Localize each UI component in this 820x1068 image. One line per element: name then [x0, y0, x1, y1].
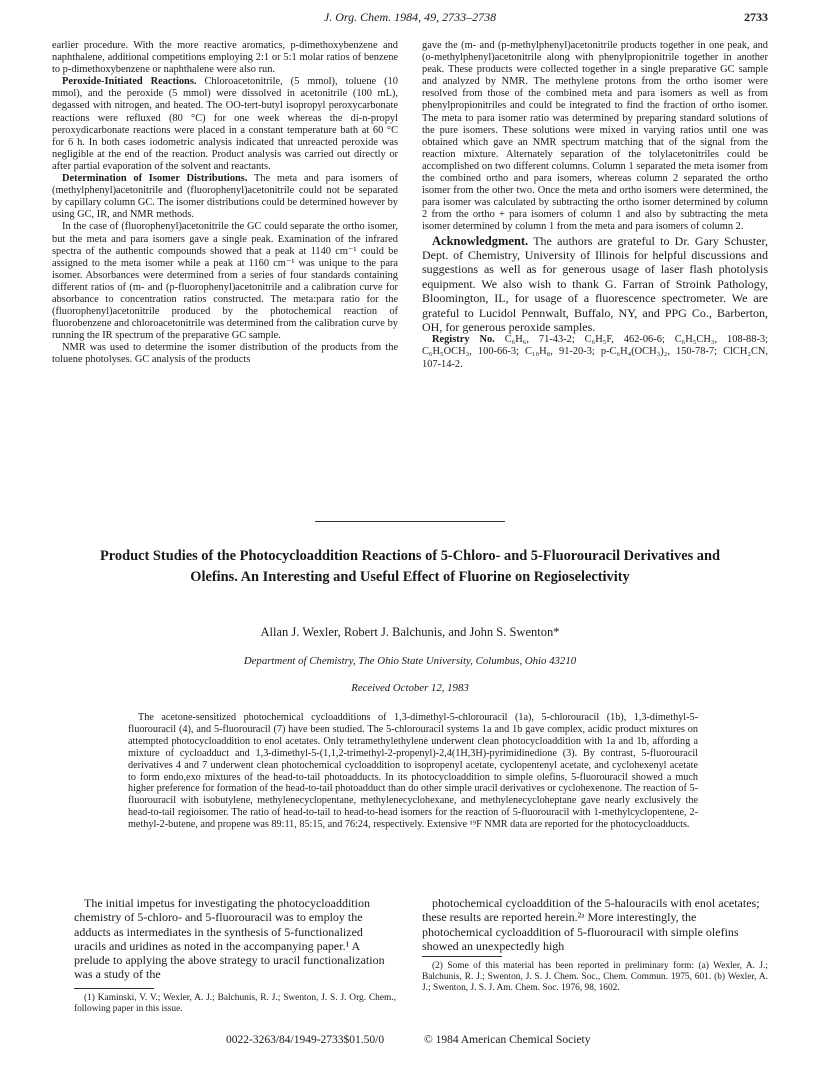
section-divider [315, 521, 505, 522]
issn-code: 0022-3263/84/1949-2733$01.50/0 [226, 1034, 385, 1046]
peroxide-text: Chloroacetonitrile, (5 mmol), toluene (10 mmol), and the peroxide (5 mmol) were dissolved in acetonitrile (100 mL), degassed with nitrogen, and heated. The OO-tert-butyl isopropyl peroxycarbonate reactions were refluxed (80 °C) for one week whereas the di-n-propyl peroxydicarbonate reactions were placed in a constant temperature bath at 60 °C for 6 h. In both cases iodometric analysis indicated that unreacted peroxide was negligible at the end of the reaction. Product analysis was carried out directly or after partial evaporation of the solvent and reactants. [52, 76, 398, 172]
registry-text: C₆H₆, 71-43-2; C₆H₅F, 462-06-6; C₆H₅CH₃, 108-88-3; C₆H₅OCH₃, 100-66-3; C₁₀H₈, 91-20-3; p-C₆H₄(OCH₃)₂, 150-78-7; ClCH₂CN, 107-14-2. [422, 334, 768, 370]
article-title: Product Studies of the Photocycloaddition Reactions of 5-Chloro- and 5-Fluorouracil Derivatives and Olefins. An Interesting and Useful Effect of Fluorine on Regioselectivity [100, 548, 720, 585]
isomer-text: The meta and para isomers of (methylphenyl)acetonitrile and (fluorophenyl)acetonitrile could not be separated by capillary column GC. The isomer distributions could be determined however by using GC, IR, and NMR methods. [52, 173, 398, 221]
peroxide-heading: Peroxide-Initiated Reactions. [62, 76, 197, 88]
journal-citation: J. Org. Chem. 1984, 49, 2733–2738 [323, 10, 497, 24]
registry-heading: Registry No. [432, 334, 495, 346]
acknowledgment-heading: Acknowledgment. [432, 233, 529, 248]
isomer-paragraph [52, 173, 398, 221]
article-authors: Allan J. Wexler, Robert J. Balchunis, and John S. Swenton* [260, 625, 560, 639]
footnote-2: (2) Some of this material has been reported in preliminary form: (a) Wexler, A. J.; Balchunis, R. J.; Swenton, J. S. J. Chem. Soc., Chem. Commun. 1975, 601. (b) Wexler, A. J.; Swenton, J. S. J. Am. Chem. Soc. 1976, 98, 1602. [422, 961, 768, 994]
footnote-rule-left [74, 988, 154, 989]
registry-numbers [422, 334, 768, 370]
intro-left: The initial impetus for investigating the photocycloaddition chemistry of 5-chloro- and 5-fluorouracil was to employ the adducts as intermediates in the synthesis of 5-functionalized uracils and uridines as noted in the accompanying paper.¹ A prelude to applying the above strategy to uracil functionalization was a study of the [74, 896, 385, 982]
received-date: Received October 12, 1983 [351, 682, 469, 694]
page-header [52, 10, 768, 30]
right-column [422, 40, 768, 371]
author-affiliation: Department of Chemistry, The Ohio State University, Columbus, Ohio 43210 [243, 655, 577, 667]
isomer-heading: Determination of Isomer Distributions. [62, 173, 248, 185]
page-number: 2733 [744, 10, 768, 24]
left-paragraph-1: earlier procedure. With the more reactive aromatics, p-dimethoxybenzene and naphthalene, additional competitions employing 2:1 or 5:1 molar ratios of benzene to p-dimethoxybenzene or naphthalene were also run. [52, 40, 398, 76]
abstract: The acetone-sensitized photochemical cycloadditions of 1,3-dimethyl-5-chlorouracil (1a), 5-chlorouracil (1b), 1,3-dimethyl-5-fluorouracil (4), and 5-fluorouracil (7) have been studied. The 5-chlorouracil systems 1a and 1b gave complex, acidic product mixtures on attempted photocycloaddition to enol acetates. Only tetramethylethylene underwent clean photocycloaddition with 1a and 1b, affording a mixture of cycloadduct and 1,3-dimethyl-5-(1,1,2-trimethyl-2-propenyl)-2,4(1H,3H)-pyrimidinedione (3). By contrast, 5-fluorouracil derivatives 4 and 7 underwent clean photochemical cycloaddition to isopropenyl acetate, cyclopentenyl acetate, and cyclohexenyl acetate to form endo,exo mixtures of the head-to-tail photoadducts. In its photocycloaddition to simple olefins, 5-fluorouracil showed a much higher preference for formation of the head-to-tail photoadduct than do other simple uracil derivatives or cyclohexenone. The reaction of 5-fluorouracil with isobutylene, methylenecyclopentane, methylenecyclohexane, and methylenecycloheptane gave nearly exclusively the head-to-tail regioisomer. The ratio of head-to-tail to head-to-head isomers for the reaction of 5-fluorouracil with 1-methylcyclopentene, 2-methyl-2-butene, and propene was 89:11, 85:15, and 76:24, respectively. Extensive ¹⁹F NMR data are reported for the photocycloadducts. [128, 712, 698, 831]
acknowledgment-text: The authors are grateful to Dr. Gary Schuster, Dept. of Chemistry, University of Illinois for helpful discussions and suggestions as well as for generous usage of laser flash photolysis equipment. We also wish to thank G. Farran of Stroink Pathology, Bloomington, IL, for usage of a fluorescence spectrometer. We are grateful to Lucidol Pennwalt, Buffalo, NY, and PPG Co., Barberton, OH, for generous peroxide samples. [422, 233, 768, 334]
nmr-paragraph: NMR was used to determine the isomer distribution of the products from the toluene photolyses. GC analysis of the products [52, 342, 398, 366]
intro-right: photochemical cycloaddition of the 5-halouracils with enol acetates; these results are reported herein.²ᵃ More interestingly, the photochemical cycloaddition of 5-fluorouracil with simple olefins showed an unexpectedly high [422, 896, 760, 953]
fluoro-paragraph: In the case of (fluorophenyl)acetonitrile the GC could separate the ortho isomer, but the meta and para isomers gave a single peak. Examination of the infrared spectra of the authentic compounds showed that a peak at 1140 cm⁻¹ could be assigned to the meta isomer while a peak at 1160 cm⁻¹ was unique to the para isomer. Absorbances were determined from a series of four standards containing different ratios of (m- and (p-fluorophenyl)acetonitrile and a calibration curve for absorbance to concentration ratios constructed. The meta:para ratio for the (fluorophenyl)acetonitrile produced by the photochemical reaction of fluorobenzene and chloroacetonitrile was determined from the calibration curve by running the IR spectrum of the preparative GC sample. [52, 221, 398, 342]
left-column [52, 40, 398, 367]
copyright: © 1984 American Chemical Society [424, 1034, 591, 1046]
right-paragraph-1: gave the (m- and (p-methylphenyl)acetonitrile products together in one peak, and (o-methylphenyl)acetonitrile along with phenylpropionitrile together in another peak. These products were collected together in a single preparative GC sample and analyzed by NMR. The methylene protons from the ortho isomer were resolved from those of the combined meta and para isomers as well as from phenylpropionitriles and could be integrated to find the fraction of ortho isomer. The meta to para isomer ratio was determined by preparing standard solutions of the pure isomers. These solutions were mixed in varying ratios until one was obtained which gave an NMR spectrum matching that of the signal from the reaction mixture. Alternately separation of the tolylacetonitriles could be accomplished on two different columns. Column 1 separated the meta isomer from the combined ortho and para isomers, whereas column 2 separated the ortho isomer from the other two. Once the meta and ortho isomers were determined, the para isomer was calculated by subtracting the ortho isomer determined by column 2 from the ortho + para isomers of column 1 and also by subtracting the meta isomer determined by column 1 from the meta and para isomers of column 2. [422, 40, 768, 233]
footnote-rule-right [422, 956, 502, 957]
acknowledgment [422, 234, 768, 335]
footnote-1: (1) Kaminski, V. V.; Wexler, A. J.; Balchunis, R. J.; Swenton, J. S. J. Org. Chem., following paper in this issue. [74, 993, 396, 1015]
peroxide-paragraph [52, 76, 398, 173]
